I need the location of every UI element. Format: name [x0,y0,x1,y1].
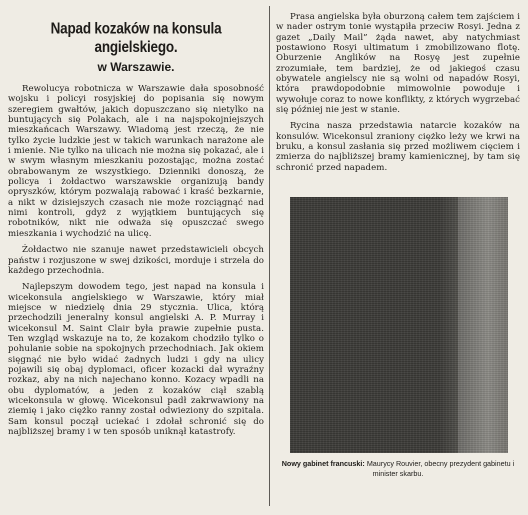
paragraph-4: Prasa angielska była oburzoną całem tem zajściem i w nader ostrym tonie wystąpiła przeciw Rosyi. Jedna z gazet „Daily Mail” żąda nawet, aby natychmiast postawiono Rosyi ultimatum i zmobilizowano flotę. Oburzenie Anglików na Rosyę jest zupełnie zrozumiałe, tem bardziej, że od jakiegoś czasu obywatele angielscy nie są wolni od napadów Rosyi, która prawdopodobnie mimowolnie powoduje i wywołuje coraz to nowe konflikty, z których wygrzebać się później nie jest w stanie. [276,12,520,116]
paragraph-3: Najlepszym dowodem tego, jest napad na konsula i wicekonsula angielskiego w Warszawie, który miał miejsce w niedzielę dnia 29 stycznia. Ulica, którą przechodzili jeneralny konsul angielski A. P. Murray i wicekonsul M. Saint Clair była prawie zupełnie pusta. Ten wzgląd wskazuje na to, że kozakom chodziło tylko o pohulanie sobie na spokojnych przechodniach. Jak okiem sięgnąć nie było widać żadnych ludzi i gdy na ulicy pojawili się obaj dyplomaci, oficer kozacki dał wyraźny rozkaz, aby na nich najechano konno. Kozacy wpadli na obu dyplomatów, a jeden z kozaków ciął szablą wicekonsula w głowę. Wicekonsul padł zakrwawiony na ziemię i jako ciężko ranny został odwieziony do szpitala. Sam konsul począł uciekać i zdołał schronić się do najbliższej bramy i w ten sposób uniknął katastrofy. [8,282,264,437]
photo-caption [276,459,520,479]
caption-text: Maurycy Rouvier, obecny prezydent gabinetu i minister skarbu. [366,459,515,478]
article-headline: Napad kozaków na konsula angielskiego. [50,19,222,56]
paragraph-1: Rewolucya robotnicza w Warszawie dała sposobność wojsku i policyi rosyjskiej do popisania się nowym szeregiem gwałtów, jakich dopuszczano się nietylko na buntujących się Polakach, ale i na najspokojniejszych mieszkańcach Warszawy. Wiadomą jest rzeczą, że nie tylko życie ludzkie jest w takich warunkach narażone ale i mienie. Nie tylko na ulicach nie można się pokazać, ale i w swym własnym mieszkaniu pozostając, można zostać obrabowanym ze wszystkiego. Dzienniki donoszą, że policya i żołdactwo warszawskie organizują bandy opryszków, którym pozwalają rabować i kraść bezkarnie, a nikt w dzisiejszych czasach nie może rozciągnąć nad nimi kontroli, gdyż z wyjątkiem buntujących się robotników, nikt nie odważa się opuszczać swego mieszkania i wychodzić na ulicę. [8,84,264,239]
left-column [8,4,264,512]
right-column [276,12,520,512]
paragraph-5: Rycina nasza przedstawia natarcie kozaków na konsulów. Wicekonsul zraniony ciężko leży we krwi na bruku, a konsul zasłania się przed możliwem cięciem i zmierza do najbliższej bramy kamienicznej, by tam się schronić przed napadem. [276,121,520,173]
column-divider [269,6,270,506]
photo-texture [290,197,508,453]
portrait-photo [290,197,508,453]
paragraph-2: Żołdactwo nie szanuje nawet przedstawicieli obcych państw i rozjuszone w swej dzikości, morduje i strzela do każdego przechodnia. [8,245,264,276]
caption-title: Nowy gabinet francuski: [281,459,365,468]
article-subheadline: w Warszawie. [97,60,175,74]
